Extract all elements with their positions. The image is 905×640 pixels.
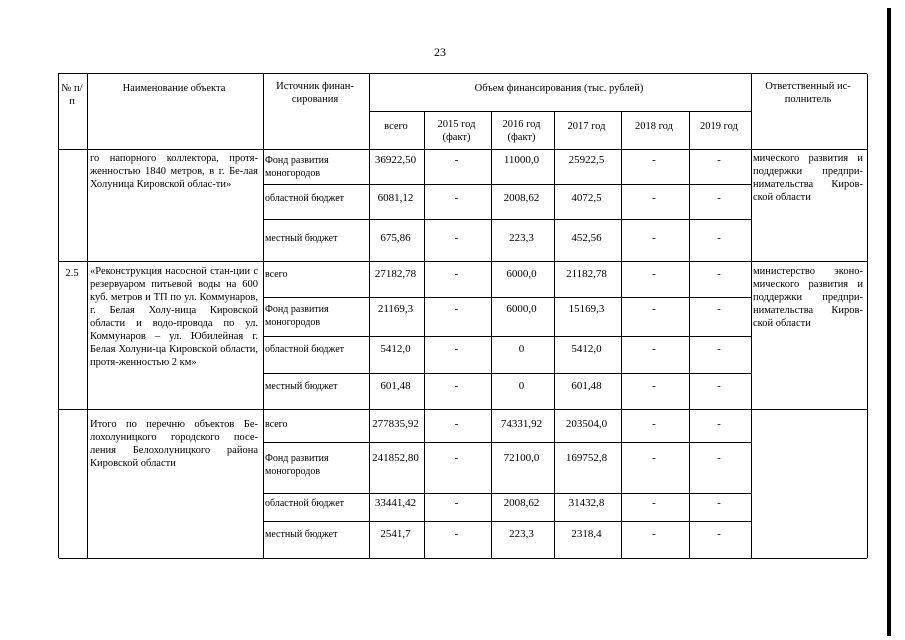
b1-row3-y2017: 452,56 bbox=[571, 232, 602, 244]
b1-row2-y2017: 4072,5 bbox=[571, 192, 602, 204]
b2-row2-total: 21169,3 bbox=[377, 303, 414, 315]
b1-row1-source: Фонд развития моногородов bbox=[265, 155, 329, 179]
b1-row1-y2016: 11000,0 bbox=[503, 154, 540, 166]
table-rule bbox=[263, 184, 751, 185]
b2-row4-y2016: 0 bbox=[518, 380, 525, 392]
b2-row2-source: Фонд развития моногородов bbox=[265, 304, 329, 328]
b3-row4-y2015: - bbox=[454, 528, 459, 540]
table-rule bbox=[424, 111, 425, 558]
table-rule bbox=[87, 74, 88, 558]
header-2015: 2015 год (факт) bbox=[437, 119, 476, 143]
b1-row2-y2015: - bbox=[454, 192, 459, 204]
b2-row3-y2017: 5412,0 bbox=[571, 343, 602, 355]
b2-row4-y2015: - bbox=[454, 380, 459, 392]
b2-row4-y2018: - bbox=[652, 380, 656, 392]
table-rule bbox=[59, 261, 867, 262]
b1-row1-y2018: - bbox=[652, 154, 656, 166]
b1-row3-y2018: - bbox=[652, 232, 656, 244]
b3-row3-source: областной бюджет bbox=[265, 498, 345, 509]
page-number: 23 bbox=[434, 45, 446, 59]
b2-row3-y2018: - bbox=[652, 343, 656, 355]
block3-name: Итого по перечню объектов Бе-лохолуницкого городского посе-ления Белохолуницкого района Кировской области bbox=[90, 419, 258, 469]
b2-row2-y2018: - bbox=[652, 303, 656, 315]
b2-row2-y2016: 6000,0 bbox=[506, 303, 537, 315]
b2-row3-total: 5412,0 bbox=[380, 343, 411, 355]
b3-row2-y2018: - bbox=[652, 452, 656, 464]
header-2016: 2016 год (факт) bbox=[502, 119, 541, 143]
b1-row3-y2019: - bbox=[717, 232, 721, 244]
table-rule bbox=[59, 149, 867, 150]
table-rule bbox=[263, 373, 751, 374]
table-rule bbox=[59, 558, 867, 559]
table-rule bbox=[263, 336, 751, 337]
header-2019: 2019 год bbox=[700, 121, 738, 132]
b1-row1-y2017: 25922,5 bbox=[568, 154, 605, 166]
block2-name: «Реконструкция насосной стан-ции с резервуаром питьевой воды на 600 куб. метров и ТП по ул. Коммунаров, г. Белая Холу-ница Кировской области и водо-провода по ул. Коммунаров – ул. Юбилейная г. Белая Холуни-ца Кировской области, протя-женностью 2 км» bbox=[90, 266, 258, 368]
header-num: № п/п bbox=[61, 83, 83, 107]
b3-row2-y2017: 169752,8 bbox=[565, 452, 608, 464]
table-rule bbox=[369, 74, 370, 558]
b1-row1-total: 36922,50 bbox=[374, 154, 417, 166]
b2-row2-y2017: 15169,3 bbox=[568, 303, 605, 315]
table-rule bbox=[263, 219, 751, 220]
b1-row3-source: местный бюджет bbox=[265, 233, 338, 244]
table-rule bbox=[491, 111, 492, 558]
header-total: всего bbox=[384, 121, 408, 132]
block1-responsible: мического развития и поддержки предпри-нимательства Киров-ской области bbox=[753, 153, 863, 203]
b3-row2-y2015: - bbox=[454, 452, 459, 464]
b3-row1-y2015: - bbox=[454, 418, 459, 430]
scan-edge-bar bbox=[887, 8, 891, 636]
b1-row2-total: 6081,12 bbox=[377, 192, 414, 204]
b3-row1-source: всего bbox=[265, 419, 288, 430]
b1-row1-y2019: - bbox=[717, 154, 721, 166]
b3-row4-y2017: 2318,4 bbox=[571, 528, 602, 540]
b2-row1-y2017: 21182,78 bbox=[566, 268, 607, 280]
b3-row2-source: Фонд развития моногородов bbox=[265, 453, 329, 477]
b2-row1-y2018: - bbox=[652, 268, 656, 280]
block2-responsible: министерство эконо-мического развития и поддержки предпри-нимательства Киров-ской области bbox=[753, 266, 863, 329]
block1-name: го напорного коллектора, протя-женностью 1840 метров, в г. Бе-лая Холуница Кировской облас-ти» bbox=[90, 153, 258, 190]
b2-row3-y2015: - bbox=[454, 343, 459, 355]
table-rule bbox=[867, 74, 868, 558]
b2-row1-y2016: 6000,0 bbox=[506, 268, 537, 280]
b2-row4-y2017: 601,48 bbox=[571, 380, 602, 392]
b3-row4-y2019: - bbox=[717, 528, 721, 540]
b3-row3-total: 33441,42 bbox=[374, 497, 417, 509]
header-volume: Объем финансирования (тыс. рублей) bbox=[474, 83, 644, 94]
b3-row3-y2017: 31432,8 bbox=[568, 497, 605, 509]
b2-row3-y2019: - bbox=[717, 343, 721, 355]
table-rule bbox=[751, 74, 752, 558]
table-rule bbox=[59, 409, 867, 410]
b3-row1-total: 277835,92 bbox=[372, 418, 419, 430]
header-source: Источник финан-сирования bbox=[276, 81, 354, 105]
b3-row1-y2019: - bbox=[717, 418, 721, 430]
b3-row1-y2018: - bbox=[652, 418, 656, 430]
b1-row2-y2016: 2008,62 bbox=[503, 192, 540, 204]
b3-row4-source: местный бюджет bbox=[265, 529, 338, 540]
b3-row2-y2019: - bbox=[717, 452, 721, 464]
b3-row2-total: 241852,80 bbox=[372, 452, 419, 464]
table-rule bbox=[263, 493, 751, 494]
b1-row3-y2016: 223,3 bbox=[509, 232, 534, 244]
table-rule bbox=[621, 111, 622, 558]
table-rule bbox=[554, 111, 555, 558]
b2-row3-source: областной бюджет bbox=[265, 344, 345, 355]
b2-row1-y2019: - bbox=[717, 268, 721, 280]
b3-row3-y2015: - bbox=[454, 497, 459, 509]
header-responsible: Ответственный ис-полнитель bbox=[765, 81, 851, 105]
table-rule bbox=[263, 297, 751, 298]
b3-row4-total: 2541,7 bbox=[380, 528, 411, 540]
b2-row4-source: местный бюджет bbox=[265, 381, 338, 392]
b1-row1-y2015: - bbox=[454, 154, 459, 166]
b3-row3-y2019: - bbox=[717, 497, 721, 509]
b3-row4-y2016: 223,3 bbox=[509, 528, 534, 540]
b3-row2-y2016: 72100,0 bbox=[503, 452, 540, 464]
b2-row2-y2019: - bbox=[717, 303, 721, 315]
b2-row1-total: 27182,78 bbox=[374, 268, 417, 280]
b2-row4-y2019: - bbox=[717, 380, 721, 392]
b3-row3-y2018: - bbox=[652, 497, 656, 509]
table-rule bbox=[689, 111, 690, 558]
b2-row4-total: 601,48 bbox=[380, 380, 411, 392]
b3-row4-y2018: - bbox=[652, 528, 656, 540]
b1-row2-y2018: - bbox=[652, 192, 656, 204]
b2-row2-y2015: - bbox=[454, 303, 459, 315]
table-rule bbox=[369, 111, 751, 112]
header-name: Наименование объекта bbox=[122, 83, 226, 94]
b3-row3-y2016: 2008,62 bbox=[503, 497, 540, 509]
b1-row2-y2019: - bbox=[717, 192, 721, 204]
b3-row1-y2017: 203504,0 bbox=[565, 418, 608, 430]
table-rule bbox=[263, 521, 751, 522]
b2-row3-y2016: 0 bbox=[518, 343, 525, 355]
table-rule bbox=[263, 442, 751, 443]
b1-row3-total: 675,86 bbox=[380, 232, 411, 244]
b2-row1-source: всего bbox=[265, 269, 288, 280]
table-rule bbox=[263, 74, 264, 558]
b1-row3-y2015: - bbox=[454, 232, 459, 244]
b3-row1-y2016: 74331,92 bbox=[500, 418, 543, 430]
b1-row2-source: областной бюджет bbox=[265, 193, 345, 204]
block2-num: 2.5 bbox=[65, 268, 79, 279]
header-2018: 2018 год bbox=[635, 121, 673, 132]
header-2017: 2017 год bbox=[567, 121, 606, 132]
b2-row1-y2015: - bbox=[454, 268, 459, 280]
